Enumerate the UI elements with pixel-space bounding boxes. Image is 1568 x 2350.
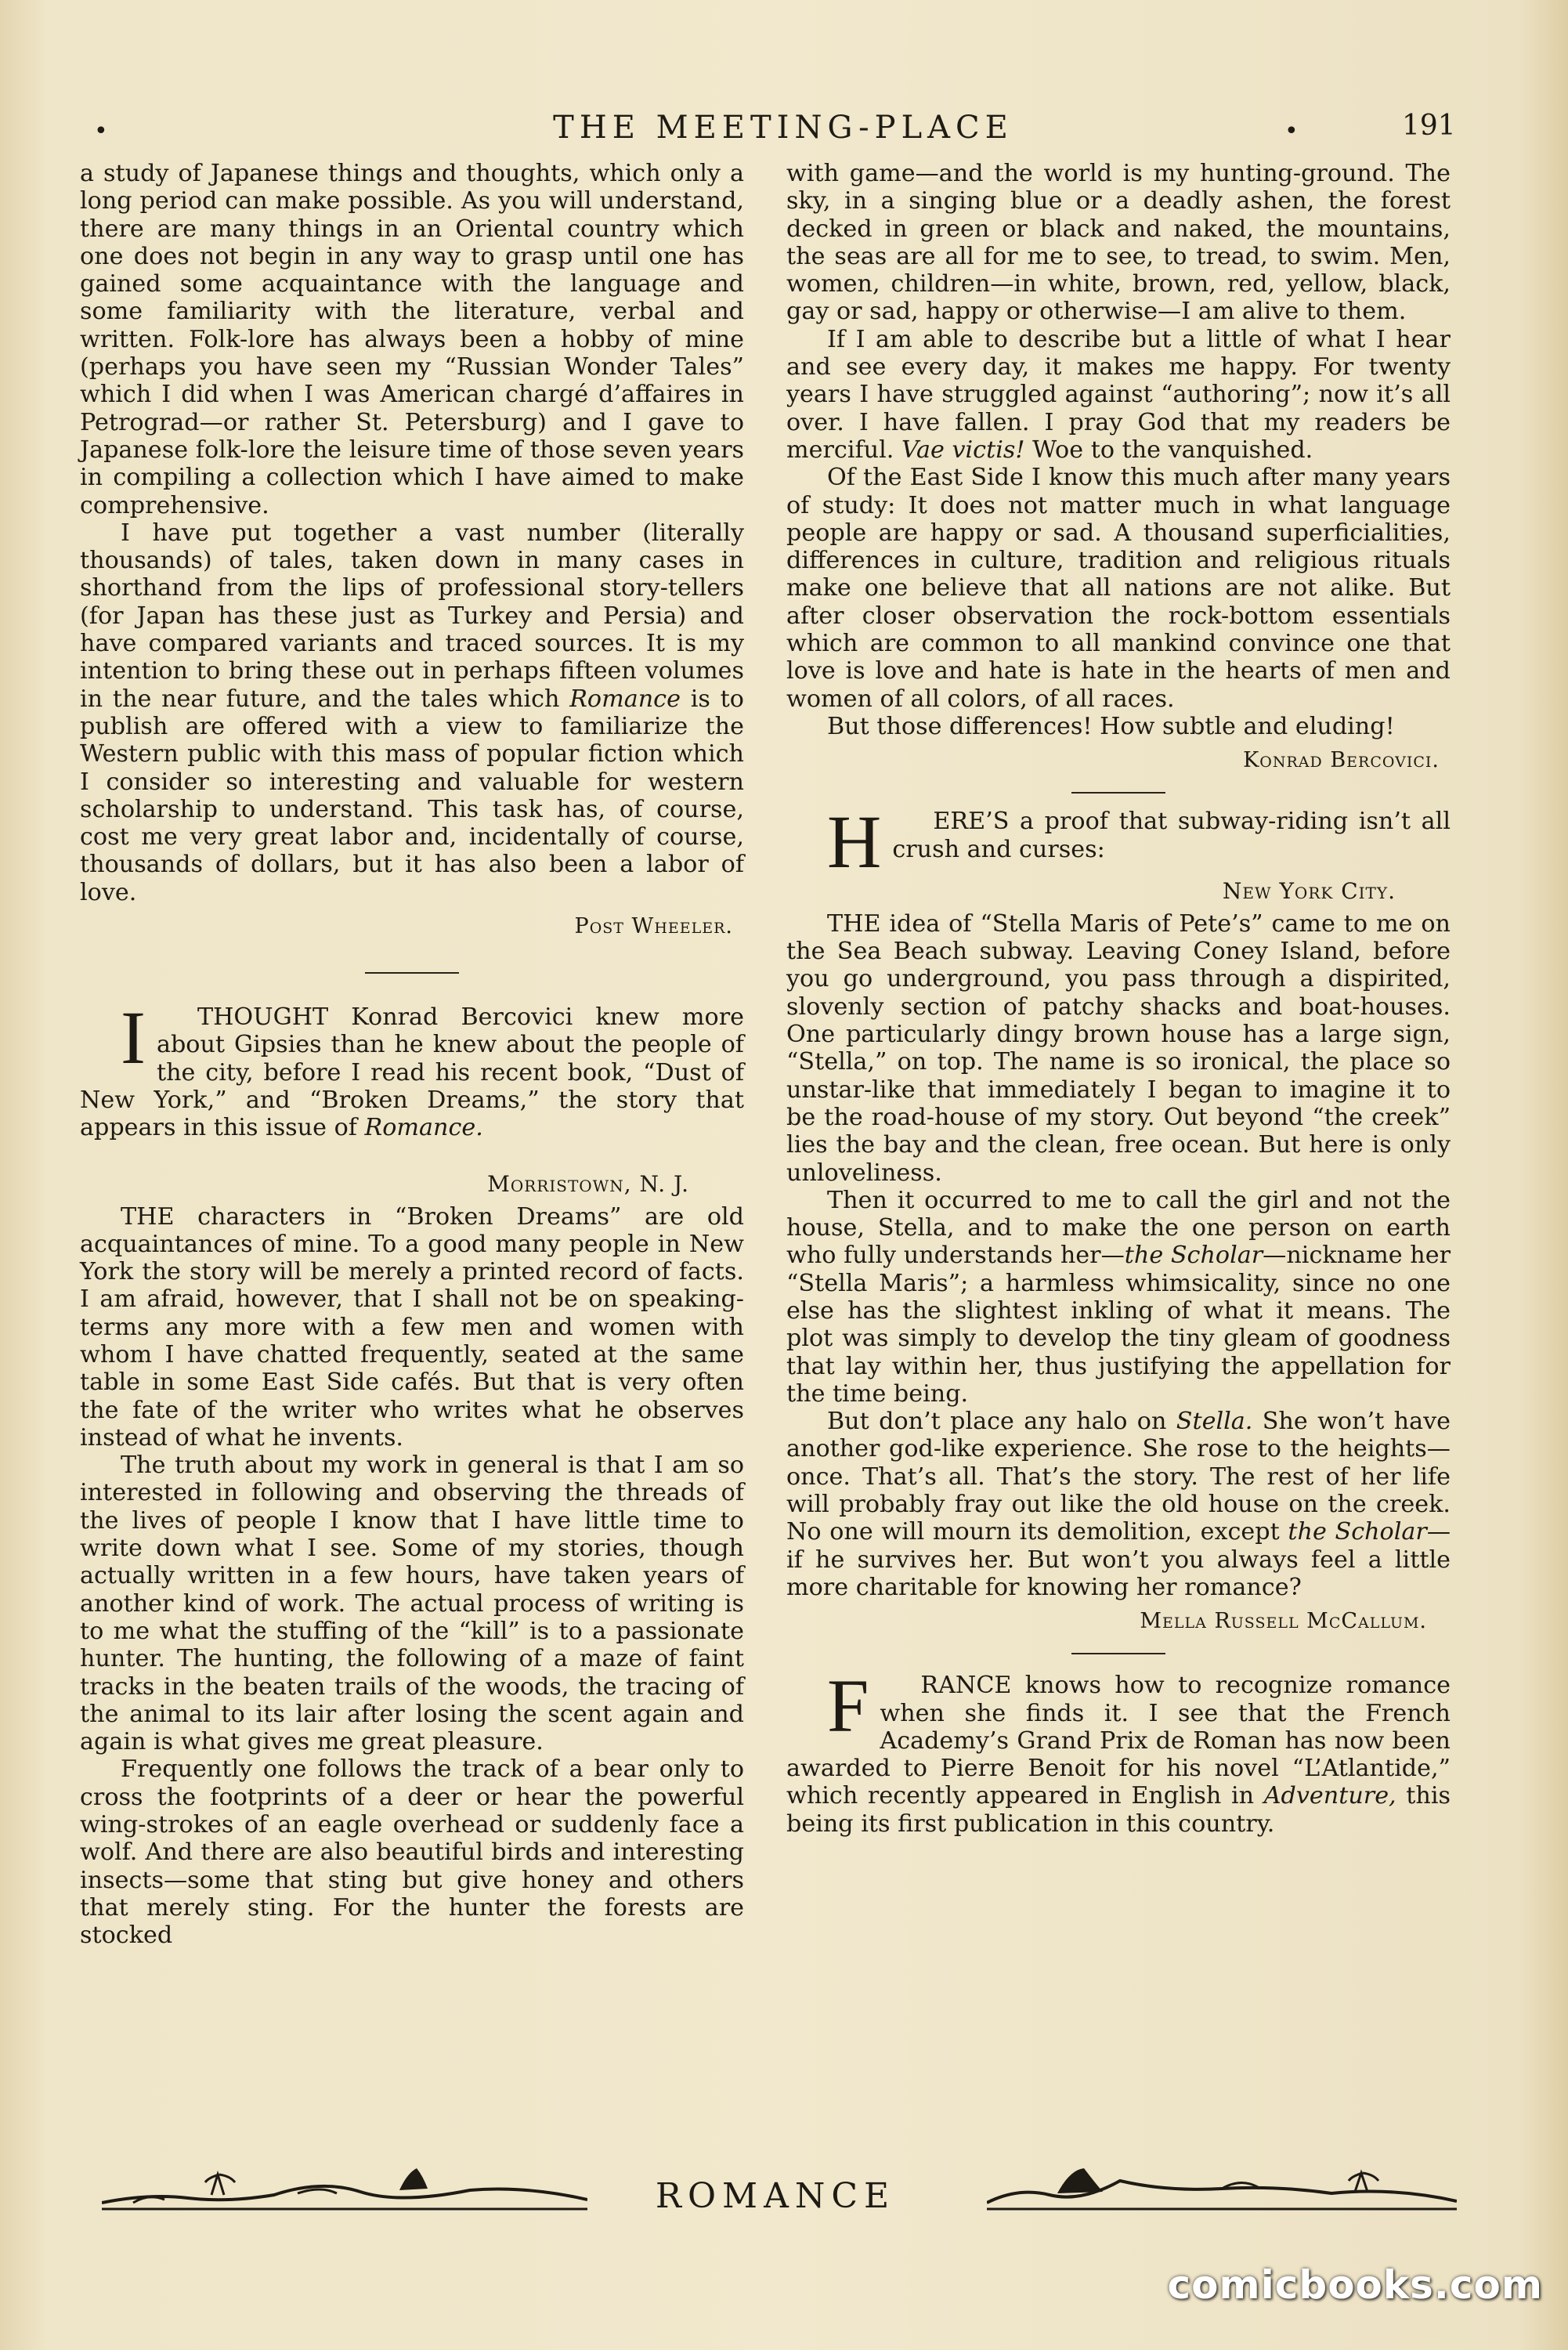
landscape-ornament-right [987, 2164, 1457, 2218]
mccallum-paragraph-1: THE idea of “Stella Maris of Pete’s” came to me on the Sea Beach subway. Leaving Coney Island, before you go underground, you pass through a dispirited, slovenly section of patchy shacks and boat-houses. One particularly dingy brown house has a large sign, “Stella,” on top. The name is so ironical, the place so unstar-like that immediately I began to imagine it to be the road-house of my story. Out beyond “the creek” lies the bay and the clean, free ocean. But here is only unloveliness. [786, 909, 1451, 1187]
right-column [786, 160, 1451, 1838]
bercovici-paragraph-1: THE characters in “Broken Dreams” are old acquaintances of mine. To a good many people in New York the story will be merely a printed record of facts. I am afraid, however, that I shall not be on speaking-terms any more with a few men and women with whom I have chatted frequently, seated at the same table in some East Side cafés. But that is very often the fate of the writer who writes what he observes instead of what he invents. [80, 1202, 744, 1452]
wheeler-paragraph-2-b: is to publish are offered with a view to familiarize the Western public with this mass of popular fiction which I consider so interesting and valuable for western scholarship to understand. This task has, of course, cost me very great labor and, incidentally of course, thousands of dollars, but it has also been a labor of love. [80, 685, 744, 906]
france-intro-rest: this being its first publication in this country. [786, 1782, 1451, 1838]
mccallum-p3-a: But don’t place any halo on [827, 1408, 1176, 1436]
wheeler-signature: Post Wheeler. [574, 914, 733, 939]
section-divider-2 [1071, 792, 1165, 794]
france-intro-italic: Adventure, [1263, 1782, 1396, 1810]
vae-victis-italic: Vae victis! [901, 436, 1025, 464]
wheeler-paragraph-1: a study of Japanese things and thoughts, which only a long period can make possible. As you will understand, there are many things in an Oriental country which one does not begin in any way to grasp until one has gained some acquaintance with the language and some familiarity with the literature, verbal and written. Folk-lore has always been a hobby of mine (perhaps you have seen my “Russian Wonder Tales” which I did when I was American chargé d’affaires in Petrograd—or rather St. Petersburg) and I gave to Japanese folk-lore the leisure time of those seven years in compiling a collection which I have aimed to make comprehensive. [80, 160, 744, 519]
page-number: 191 [1402, 110, 1456, 142]
mccallum-p2-b: —nickname her “Stella Maris”; a harmless whimsicality, since no one else has the slightest inkling of what it means. The plot was simply to develop the tiny gleam of goodness that lay within her, thus justifying the appellation for the time being. [786, 1242, 1451, 1408]
dropcap-h: H [827, 800, 882, 884]
header-dot-right: • [1284, 118, 1299, 145]
dropcap-f: F [827, 1664, 869, 1748]
bercovici-continued-2-text: If I am able to describe but a little of what I hear and see every day, it makes me happy. For twenty years I have struggled against “authoring”; now it’s all over. I have fallen. I pray God that my readers be merciful. [786, 325, 1451, 464]
wheeler-romance-italic: Romance [569, 685, 681, 713]
wheeler-paragraph-2-a: I have put together a vast number (literally thousands) of tales, taken down in many cases in shorthand from the lips of professional story-tellers (for Japan has these just as Turkey and Persia) and have compared variants and traced sources. It is my intention to bring these out in perhaps fifteen volumes in the near future, and the tales which [80, 519, 744, 713]
section-divider-1 [365, 972, 459, 974]
header-dot-left: • [94, 118, 108, 145]
france-intro [786, 1664, 1451, 1838]
bercovici-intro-text: THOUGHT Konrad Bercovici knew more about Gipsies than he knew about the people of the city, before I read his recent book, “Dust of New York,” and “Broken Dreams,” the story that appears in this issue of [80, 1003, 744, 1142]
wheeler-paragraph-2 [80, 519, 744, 906]
subway-intro-text: ERE’S a proof that subway-riding isn’t all crush and curses: [892, 808, 1451, 863]
dropcap-i: I [121, 996, 146, 1080]
bercovici-place: Morristown, N. J. [487, 1170, 689, 1197]
bercovici-continued-1: with game—and the world is my hunting-ground. The sky, in a singing blue or a deadly ashen, the forest decked in green or black and naked, the mountains, the seas are all for me to see, to tread, to swim. Men, women, children—in white, brown, red, yellow, black, gay or sad, happy or otherwise—I am alive to them. [786, 160, 1451, 326]
mccallum-paragraph-2 [786, 1187, 1451, 1408]
subway-intro [786, 800, 1451, 884]
running-title: THE MEETING-PLACE [553, 110, 1013, 146]
vae-victis-rest: Woe to the vanquished. [1024, 436, 1313, 464]
bercovici-paragraph-2: The truth about my work in general is that I am so interested in following and observing the threads of the lives of people I know that I have little time to write down what I see. Some of my stories, though actually written in a few hours, have taken years of another kind of work. The actual process of writing is to me what the stuffing of the “kill” is to a passionate hunter. The hunting, the following of a maze of faint tracks in the beaten trails of the woods, the tracing of the animal to its lair after losing the scent again and again is what gives me great pleasure. [80, 1452, 744, 1756]
bercovici-paragraph-3: Frequently one follows the track of a bear only to cross the footprints of a deer or hear the powerful wing-strokes of an eagle overhead or suddenly face a wolf. And there are also beautiful birds and interesting insects—some that sting but give honey and others that merely sting. For the hunter the forests are stocked [80, 1755, 744, 1950]
mccallum-p3-italic1: Stella. [1176, 1408, 1253, 1436]
bercovici-continued-2 [786, 326, 1451, 464]
bercovici-intro [80, 996, 744, 1142]
bercovici-intro-italic: Romance. [364, 1114, 483, 1142]
mccallum-p3-italic2: the Scholar [1288, 1518, 1427, 1546]
mccallum-p3-c: —if he survives her. But won’t you always feel a little more charitable for knowing her romance? [786, 1518, 1451, 1601]
france-intro-text: RANCE knows how to recognize romance when she finds it. I see that the French Academy’s Grand Prix de Roman has now been awarded to Pierre Benoit for his novel “L’Atlantide,” which recently appeared in English in [786, 1672, 1451, 1810]
bercovici-continued-3: Of the East Side I know this much after many years of study: It does not matter much in what language people are happy or sad. A thousand superficialities, differences in culture, tradition and religious rituals make one believe that all nations are not alike. But after closer observation the rock-bottom essentials which are common to all mankind convince one that love is love and hate is hate in the hearts of men and women of all colors, of all races. [786, 464, 1451, 713]
mccallum-paragraph-3 [786, 1408, 1451, 1601]
subway-place: New York City. [1222, 877, 1396, 904]
landscape-ornament-left [102, 2164, 587, 2218]
mccallum-p2-a: Then it occurred to me to call the girl and not the house, Stella, and to make the one person on earth who fully understands her— [786, 1186, 1451, 1270]
magazine-name: ROMANCE [655, 2176, 896, 2216]
mccallum-p3-b: She won’t have another god-like experience. She rose to the heights—once. That’s all. That’s the story. The rest of her life will probably fray out like the old house on the creek. No one will mourn its demolition, except [786, 1408, 1451, 1546]
bercovici-signature: Konrad Bercovici. [1243, 748, 1440, 773]
watermark-logo: comicbooks.com [1167, 2262, 1543, 2308]
section-divider-3 [1071, 1653, 1165, 1654]
mccallum-p2-italic: the Scholar [1124, 1242, 1263, 1270]
mccallum-signature: Mella Russell McCallum. [1140, 1609, 1427, 1634]
bercovici-continued-4: But those differences! How subtle and eluding! [827, 712, 1395, 740]
left-column [80, 160, 744, 1950]
